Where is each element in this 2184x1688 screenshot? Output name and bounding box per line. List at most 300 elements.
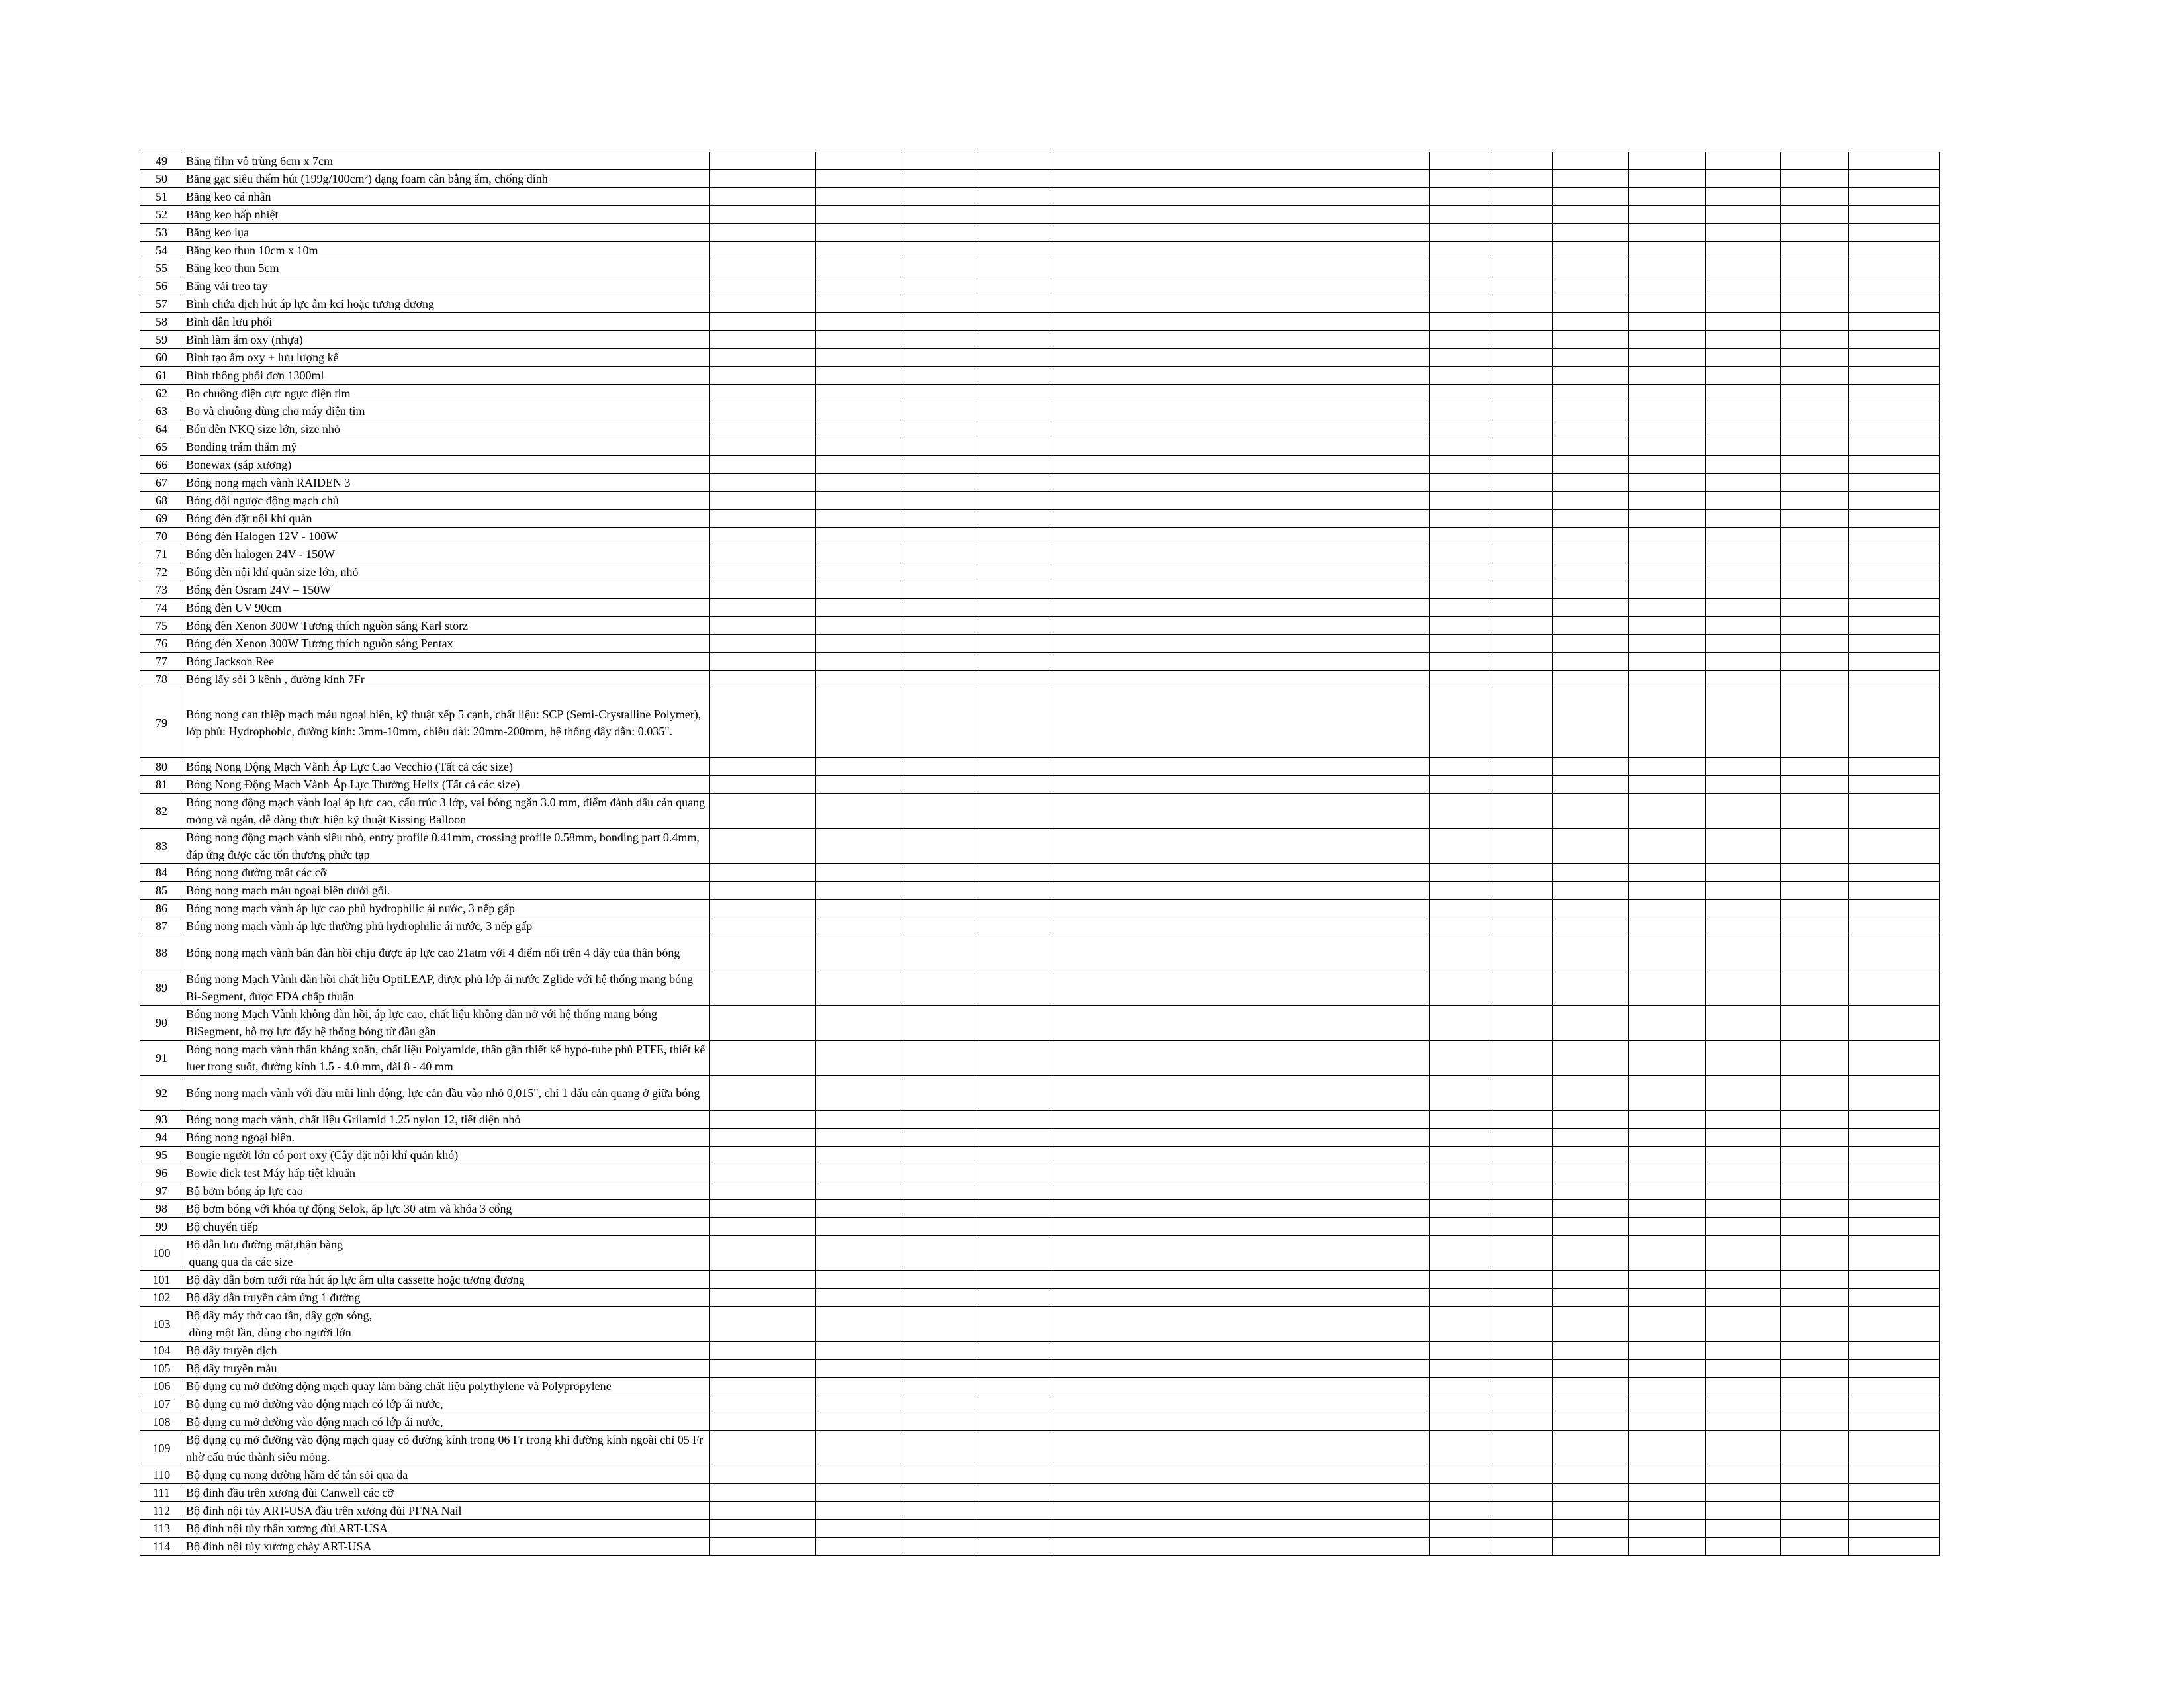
- empty-cell: [903, 528, 978, 545]
- empty-cell: [1553, 1431, 1629, 1466]
- empty-cell: [1553, 402, 1629, 420]
- empty-cell: [1781, 1413, 1849, 1431]
- empty-cell: [816, 331, 903, 349]
- empty-cell: [1706, 492, 1781, 510]
- empty-cell: [978, 688, 1050, 758]
- empty-cell: [1629, 900, 1706, 917]
- row-number-cell: 58: [140, 313, 183, 331]
- empty-cell: [903, 1378, 978, 1395]
- empty-cell: [1050, 242, 1430, 259]
- empty-cell: [1629, 758, 1706, 776]
- empty-cell: [903, 277, 978, 295]
- empty-cell: [978, 581, 1050, 599]
- empty-cell: [1490, 1360, 1553, 1378]
- empty-cell: [1706, 1289, 1781, 1307]
- empty-cell: [1430, 456, 1490, 474]
- empty-cell: [1706, 1413, 1781, 1431]
- empty-cell: [1629, 653, 1706, 671]
- empty-cell: [1050, 917, 1430, 935]
- empty-cell: [1706, 528, 1781, 545]
- item-name-cell: [183, 1466, 710, 1484]
- empty-cell: [1706, 794, 1781, 829]
- empty-cell: [1430, 635, 1490, 653]
- empty-cell: [1490, 224, 1553, 242]
- empty-cell: [1706, 758, 1781, 776]
- empty-cell: [903, 349, 978, 367]
- row-number-cell: 75: [140, 617, 183, 635]
- empty-cell: [1781, 1006, 1849, 1041]
- table-row: [140, 1200, 1940, 1218]
- empty-cell: [1050, 259, 1430, 277]
- table-row: [140, 935, 1940, 970]
- item-name-text: Bonewax (sáp xương): [186, 458, 292, 471]
- item-name-text: Bộ dẫn lưu đường mật,thận bàng quang qua da các size: [186, 1238, 343, 1268]
- empty-cell: [1490, 1342, 1553, 1360]
- empty-cell: [1629, 882, 1706, 900]
- table-row: [140, 402, 1940, 420]
- empty-cell: [1706, 864, 1781, 882]
- empty-cell: [978, 1395, 1050, 1413]
- item-name-text: Băng keo thun 5cm: [186, 261, 279, 275]
- empty-cell: [1553, 438, 1629, 456]
- item-name-cell: [183, 1271, 710, 1289]
- empty-cell: [710, 829, 816, 864]
- empty-cell: [1553, 188, 1629, 206]
- empty-cell: [816, 277, 903, 295]
- empty-cell: [816, 510, 903, 528]
- empty-cell: [710, 1378, 816, 1395]
- table-row: [140, 188, 1940, 206]
- empty-cell: [1553, 671, 1629, 688]
- item-name-text: Bóng nong mạch vành áp lực thường phủ hydrophilic ái nước, 3 nếp gấp: [186, 919, 533, 933]
- row-number-cell: 114: [140, 1538, 183, 1556]
- item-name-text: Bóng nong mạch máu ngoại biên dưới gối.: [186, 884, 390, 897]
- empty-cell: [1430, 829, 1490, 864]
- empty-cell: [816, 1147, 903, 1164]
- table-row: [140, 349, 1940, 367]
- empty-cell: [816, 776, 903, 794]
- item-name-text: Bộ đinh nội tủy thân xương đùi ART-USA: [186, 1522, 388, 1535]
- row-number-cell: 97: [140, 1182, 183, 1200]
- empty-cell: [1849, 776, 1940, 794]
- empty-cell: [1490, 385, 1553, 402]
- empty-cell: [1050, 1164, 1430, 1182]
- empty-cell: [978, 456, 1050, 474]
- empty-cell: [816, 367, 903, 385]
- empty-cell: [1629, 1164, 1706, 1182]
- item-name-cell: [183, 1520, 710, 1538]
- empty-cell: [1430, 1520, 1490, 1538]
- empty-cell: [1706, 474, 1781, 492]
- item-name-cell: [183, 1484, 710, 1502]
- empty-cell: [816, 1164, 903, 1182]
- empty-cell: [1781, 882, 1849, 900]
- row-number-cell: 71: [140, 545, 183, 563]
- item-name-text: Bóng Nong Động Mạch Vành Áp Lực Cao Vecchio (Tất cả các size): [186, 760, 513, 773]
- empty-cell: [1849, 1520, 1940, 1538]
- empty-cell: [1430, 1006, 1490, 1041]
- empty-cell: [710, 277, 816, 295]
- table-row: [140, 671, 1940, 688]
- empty-cell: [1430, 152, 1490, 170]
- row-number-cell: 107: [140, 1395, 183, 1413]
- empty-cell: [1706, 349, 1781, 367]
- empty-cell: [1553, 528, 1629, 545]
- empty-cell: [1706, 1182, 1781, 1200]
- empty-cell: [1490, 1164, 1553, 1182]
- empty-cell: [903, 1041, 978, 1076]
- empty-cell: [1849, 295, 1940, 313]
- empty-cell: [1490, 1041, 1553, 1076]
- empty-cell: [1050, 1413, 1430, 1431]
- empty-cell: [1706, 152, 1781, 170]
- item-name-text: Bóng đèn nội khí quản size lớn, nhỏ: [186, 565, 359, 579]
- table-row: [140, 528, 1940, 545]
- row-number-cell: 112: [140, 1502, 183, 1520]
- empty-cell: [816, 402, 903, 420]
- empty-cell: [1706, 917, 1781, 935]
- empty-cell: [1490, 1271, 1553, 1289]
- empty-cell: [978, 1271, 1050, 1289]
- empty-cell: [710, 1289, 816, 1307]
- item-name-text: Bóng nong mạch vành thân kháng xoắn, chất liệu Polyamide, thân gần thiết kế hypo-tube phủ PTFE, thiết kế luer trong suốt, đường kính 1.5 - 4.0 mm, dài 8 - 40 mm: [186, 1043, 705, 1073]
- item-name-cell: [183, 1431, 710, 1466]
- empty-cell: [816, 970, 903, 1006]
- empty-cell: [1781, 420, 1849, 438]
- row-number-cell: 110: [140, 1466, 183, 1484]
- item-name-cell: [183, 367, 710, 385]
- empty-cell: [710, 331, 816, 349]
- empty-cell: [1781, 688, 1849, 758]
- empty-cell: [710, 510, 816, 528]
- table-row: [140, 313, 1940, 331]
- empty-cell: [1629, 492, 1706, 510]
- empty-cell: [710, 456, 816, 474]
- empty-cell: [710, 295, 816, 313]
- empty-cell: [816, 474, 903, 492]
- empty-cell: [1849, 438, 1940, 456]
- empty-cell: [978, 295, 1050, 313]
- empty-cell: [710, 794, 816, 829]
- empty-cell: [816, 1360, 903, 1378]
- item-name-cell: [183, 1289, 710, 1307]
- empty-cell: [978, 1413, 1050, 1431]
- table-row: [140, 1111, 1940, 1129]
- table-row: [140, 1129, 1940, 1147]
- empty-cell: [1490, 1200, 1553, 1218]
- empty-cell: [1629, 206, 1706, 224]
- empty-cell: [1706, 1236, 1781, 1271]
- empty-cell: [978, 617, 1050, 635]
- empty-cell: [1781, 170, 1849, 188]
- empty-cell: [1706, 829, 1781, 864]
- empty-cell: [1706, 581, 1781, 599]
- empty-cell: [1781, 224, 1849, 242]
- empty-cell: [816, 1236, 903, 1271]
- empty-cell: [1050, 1076, 1430, 1111]
- empty-cell: [1430, 1218, 1490, 1236]
- empty-cell: [1490, 420, 1553, 438]
- empty-cell: [1781, 776, 1849, 794]
- item-name-cell: [183, 492, 710, 510]
- empty-cell: [1781, 1164, 1849, 1182]
- table-row: [140, 1431, 1940, 1466]
- item-name-text: Bón đèn NKQ size lớn, size nhỏ: [186, 422, 340, 436]
- empty-cell: [1849, 617, 1940, 635]
- empty-cell: [1553, 882, 1629, 900]
- table-row: [140, 1164, 1940, 1182]
- empty-cell: [1050, 1218, 1430, 1236]
- empty-cell: [710, 563, 816, 581]
- empty-cell: [1629, 313, 1706, 331]
- empty-cell: [1430, 331, 1490, 349]
- empty-cell: [1490, 1182, 1553, 1200]
- empty-cell: [1849, 1006, 1940, 1041]
- empty-cell: [978, 206, 1050, 224]
- empty-cell: [1849, 206, 1940, 224]
- empty-cell: [978, 1041, 1050, 1076]
- empty-cell: [1430, 402, 1490, 420]
- empty-cell: [1781, 259, 1849, 277]
- empty-cell: [903, 1129, 978, 1147]
- empty-cell: [1430, 1484, 1490, 1502]
- empty-cell: [1430, 776, 1490, 794]
- empty-cell: [1430, 970, 1490, 1006]
- empty-cell: [816, 1431, 903, 1466]
- empty-cell: [816, 1041, 903, 1076]
- empty-cell: [1849, 224, 1940, 242]
- row-number-cell: 56: [140, 277, 183, 295]
- empty-cell: [1490, 1307, 1553, 1342]
- empty-cell: [1781, 1502, 1849, 1520]
- empty-cell: [903, 242, 978, 259]
- empty-cell: [816, 1538, 903, 1556]
- empty-cell: [903, 1289, 978, 1307]
- empty-cell: [816, 1200, 903, 1218]
- empty-cell: [1781, 1484, 1849, 1502]
- empty-cell: [903, 829, 978, 864]
- empty-cell: [1781, 545, 1849, 563]
- empty-cell: [1706, 1200, 1781, 1218]
- empty-cell: [1490, 581, 1553, 599]
- empty-cell: [1849, 563, 1940, 581]
- empty-cell: [1629, 545, 1706, 563]
- row-number-cell: 52: [140, 206, 183, 224]
- empty-cell: [1430, 581, 1490, 599]
- empty-cell: [1490, 545, 1553, 563]
- item-name-cell: [183, 1236, 710, 1271]
- empty-cell: [710, 1041, 816, 1076]
- empty-cell: [978, 1129, 1050, 1147]
- empty-cell: [710, 1484, 816, 1502]
- empty-cell: [1849, 1378, 1940, 1395]
- empty-cell: [1706, 1129, 1781, 1147]
- table-row: [140, 259, 1940, 277]
- empty-cell: [816, 563, 903, 581]
- table-row: [140, 474, 1940, 492]
- item-name-text: Bộ dụng cụ nong đường hầm để tán sỏi qua da: [186, 1468, 408, 1481]
- item-name-text: Bóng đèn Osram 24V – 150W: [186, 583, 332, 596]
- empty-cell: [1706, 1006, 1781, 1041]
- empty-cell: [1490, 295, 1553, 313]
- empty-cell: [1781, 1129, 1849, 1147]
- empty-cell: [1490, 1147, 1553, 1164]
- empty-cell: [1629, 349, 1706, 367]
- row-number-cell: 103: [140, 1307, 183, 1342]
- item-name-text: Bình thông phổi đơn 1300ml: [186, 369, 324, 382]
- table-row: [140, 776, 1940, 794]
- item-name-cell: [183, 224, 710, 242]
- item-name-cell: [183, 970, 710, 1006]
- item-name-text: Bóng nong động mạch vành siêu nhỏ, entry profile 0.41mm, crossing profile 0.58mm, bonding part 0.4mm, đáp ứng được các tổn thương phức tạp: [186, 831, 700, 861]
- empty-cell: [903, 313, 978, 331]
- empty-cell: [1430, 349, 1490, 367]
- empty-cell: [1849, 1466, 1940, 1484]
- item-name-text: Bộ đinh đầu trên xương đùi Canwell các cỡ: [186, 1486, 394, 1499]
- empty-cell: [1629, 1520, 1706, 1538]
- empty-cell: [1849, 1342, 1940, 1360]
- row-number-cell: 60: [140, 349, 183, 367]
- empty-cell: [903, 671, 978, 688]
- item-name-cell: [183, 758, 710, 776]
- item-name-text: Băng keo lụa: [186, 226, 249, 239]
- empty-cell: [710, 349, 816, 367]
- empty-cell: [1553, 1413, 1629, 1431]
- empty-cell: [978, 1164, 1050, 1182]
- empty-cell: [978, 1378, 1050, 1395]
- empty-cell: [710, 188, 816, 206]
- empty-cell: [816, 1395, 903, 1413]
- item-name-cell: [183, 917, 710, 935]
- row-number-cell: 65: [140, 438, 183, 456]
- empty-cell: [1490, 1431, 1553, 1466]
- empty-cell: [903, 545, 978, 563]
- empty-cell: [1553, 295, 1629, 313]
- empty-cell: [978, 277, 1050, 295]
- empty-cell: [1706, 1502, 1781, 1520]
- empty-cell: [1629, 224, 1706, 242]
- table-row: [140, 1041, 1940, 1076]
- item-name-cell: [183, 545, 710, 563]
- empty-cell: [816, 259, 903, 277]
- empty-cell: [903, 367, 978, 385]
- row-number-cell: 87: [140, 917, 183, 935]
- row-number-cell: 67: [140, 474, 183, 492]
- empty-cell: [1490, 206, 1553, 224]
- empty-cell: [710, 1342, 816, 1360]
- empty-cell: [816, 242, 903, 259]
- item-name-cell: [183, 635, 710, 653]
- empty-cell: [1490, 1218, 1553, 1236]
- empty-cell: [1781, 385, 1849, 402]
- empty-cell: [1706, 635, 1781, 653]
- item-name-text: Bóng nong mạch vành, chất liệu Grilamid 1.25 nylon 12, tiết diện nhỏ: [186, 1113, 521, 1126]
- empty-cell: [1849, 1538, 1940, 1556]
- empty-cell: [1849, 758, 1940, 776]
- item-name-text: Bộ bơm bóng với khóa tự động Selok, áp lực 30 atm và khóa 3 cổng: [186, 1202, 512, 1215]
- empty-cell: [1629, 331, 1706, 349]
- empty-cell: [1430, 864, 1490, 882]
- empty-cell: [1629, 1413, 1706, 1431]
- empty-cell: [1849, 474, 1940, 492]
- empty-cell: [1050, 1307, 1430, 1342]
- empty-cell: [1553, 367, 1629, 385]
- empty-cell: [1629, 1484, 1706, 1502]
- row-number-cell: 76: [140, 635, 183, 653]
- empty-cell: [1781, 1271, 1849, 1289]
- empty-cell: [1050, 1395, 1430, 1413]
- empty-cell: [903, 1200, 978, 1218]
- item-name-text: Bóng nong mạch vành với đầu mũi linh động, lực cản đầu vào nhỏ 0,015", chỉ 1 dấu cản quang ở giữa bóng: [186, 1086, 700, 1100]
- table-row: [140, 420, 1940, 438]
- table-row: [140, 295, 1940, 313]
- item-name-cell: [183, 528, 710, 545]
- empty-cell: [816, 917, 903, 935]
- empty-cell: [710, 1164, 816, 1182]
- empty-cell: [1050, 758, 1430, 776]
- empty-cell: [1490, 794, 1553, 829]
- empty-cell: [1781, 1147, 1849, 1164]
- empty-cell: [1050, 935, 1430, 970]
- row-number-cell: 51: [140, 188, 183, 206]
- empty-cell: [816, 528, 903, 545]
- empty-cell: [978, 970, 1050, 1006]
- empty-cell: [1050, 1378, 1430, 1395]
- row-number-cell: 89: [140, 970, 183, 1006]
- empty-cell: [710, 492, 816, 510]
- item-name-text: Bình làm ẩm oxy (nhựa): [186, 333, 303, 346]
- empty-cell: [1706, 1395, 1781, 1413]
- empty-cell: [1050, 1129, 1430, 1147]
- empty-cell: [1430, 1041, 1490, 1076]
- empty-cell: [978, 1076, 1050, 1111]
- empty-cell: [710, 385, 816, 402]
- empty-cell: [1629, 402, 1706, 420]
- empty-cell: [1050, 1289, 1430, 1307]
- empty-cell: [1849, 367, 1940, 385]
- empty-cell: [816, 1271, 903, 1289]
- empty-cell: [1781, 917, 1849, 935]
- empty-cell: [1490, 1111, 1553, 1129]
- empty-cell: [978, 349, 1050, 367]
- table-row: [140, 510, 1940, 528]
- empty-cell: [1706, 1111, 1781, 1129]
- empty-cell: [1553, 206, 1629, 224]
- item-name-cell: [183, 188, 710, 206]
- empty-cell: [978, 1111, 1050, 1129]
- item-name-cell: [183, 1200, 710, 1218]
- empty-cell: [903, 259, 978, 277]
- empty-cell: [710, 438, 816, 456]
- empty-cell: [1706, 671, 1781, 688]
- empty-cell: [816, 313, 903, 331]
- empty-cell: [816, 1129, 903, 1147]
- table-row: [140, 1147, 1940, 1164]
- empty-cell: [1553, 1076, 1629, 1111]
- empty-cell: [816, 295, 903, 313]
- empty-cell: [1430, 1466, 1490, 1484]
- item-name-cell: [183, 1538, 710, 1556]
- empty-cell: [903, 1271, 978, 1289]
- empty-cell: [1490, 882, 1553, 900]
- empty-cell: [1050, 1182, 1430, 1200]
- empty-cell: [1430, 277, 1490, 295]
- row-number-cell: 74: [140, 599, 183, 617]
- table-row: [140, 1502, 1940, 1520]
- empty-cell: [1050, 617, 1430, 635]
- empty-cell: [978, 331, 1050, 349]
- row-number-cell: 50: [140, 170, 183, 188]
